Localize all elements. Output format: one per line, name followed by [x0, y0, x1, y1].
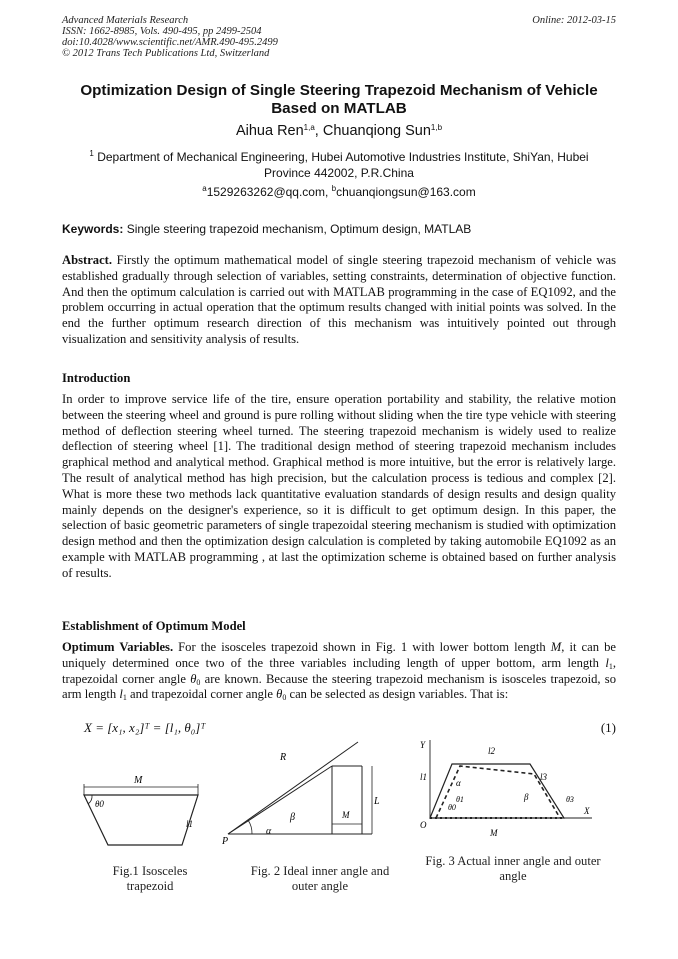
figure-3 — [412, 736, 598, 842]
author-1-sup: 1,a — [303, 123, 315, 132]
equation-number: (1) — [600, 720, 616, 735]
fig3-theta1-label: θ1 — [456, 795, 464, 804]
fig3-caption — [408, 854, 618, 884]
var-l1: l — [605, 655, 609, 670]
fig3-l1-label: l1 — [420, 772, 428, 782]
author-sep: , — [314, 123, 323, 139]
email-a[interactable]: 1529263262@qq.com, — [206, 185, 332, 199]
author-1: Aihua Ren — [235, 123, 304, 139]
fig2-alpha-label: α — [266, 826, 272, 837]
fig2-beta-label: β — [290, 812, 295, 823]
sub-1-b: 1 — [122, 693, 127, 703]
var-theta0-b: θ — [276, 687, 283, 702]
intro-heading: Introduction — [62, 371, 131, 385]
fig1-l-label: l1 — [186, 819, 194, 829]
fig3-theta3-label: θ3 — [566, 795, 574, 804]
email-sup-a: a — [202, 184, 207, 193]
online-date: Online: 2012-03-15 — [532, 15, 616, 26]
author-2-sup: 1,b — [430, 123, 443, 132]
model-text-2: , it can be uniquely determined once two of the three variables including length of upper bottom, arm length — [62, 640, 616, 670]
abstract-label: Abstract. — [62, 253, 113, 267]
model-text-4: are known. Because the steering trapezoid mechanism is isosceles trapezoid, so arm length — [62, 671, 616, 702]
intro-text: In order to improve service life of the tire, ensure operation portability and stability, the relative motion between the steering wheel and ground is pure rolling without sliding when the tire type vehicle with steering method of deflection steering wheel turned. The steering trapezoid mechanism is widely used to realize deflection of steering wheel [1]. The traditional design method of steering trapezoid mechanism includes graphical method and analytical method. Graphical method is more intuitive, but the error is relatively large. The result of analytical method has high precision, but the calculation process is tedious and complex [2]. What is more these two methods lack quantitative evaluation standards of design results and design quality mainly depends on the designer's experience, so it is difficult to get optimum design. In this paper, the selection of basic geometric parameters of single trapezoidal steering mechanism is studied with optimization design method and then the optimization design calculation is completed by taking automobile EQ1092 as an example with MATLAB programming , at last the optimization scheme is obtained based on further analysis of results. — [62, 392, 616, 580]
model-text-1: For the isosceles trapezoid shown in Fig. 1 with lower bottom length — [173, 640, 551, 654]
affiliation — [62, 149, 616, 181]
model-heading: Establishment of Optimum Model — [62, 619, 246, 633]
fig2-M-label: M — [342, 810, 350, 820]
emails — [62, 185, 616, 199]
fig2-caption-1: Fig. 2 Ideal inner angle and — [250, 864, 390, 878]
fig3-O-label: O — [420, 820, 427, 830]
author-2: Chuanqiong Sun — [322, 123, 431, 139]
keywords-text: Single steering trapezoid mechanism, Optimum design, MATLAB — [123, 222, 472, 236]
abstract — [62, 253, 616, 348]
copyright: © 2012 Trans Tech Publications Ltd, Switzerland — [62, 48, 270, 59]
fig1-angle-arc — [88, 795, 92, 804]
issn: ISSN: 1662-8985, Vols. 490-495, pp 2499-2504 — [62, 26, 262, 37]
journal-header — [62, 15, 278, 59]
email-b[interactable]: chuanqiongsun@163.com — [336, 185, 476, 199]
affil-sup: 1 — [89, 149, 94, 158]
fig3-M-label: M — [490, 828, 498, 838]
sub-1: 1 — [608, 661, 613, 671]
fig1-caption-2: trapezoid — [126, 879, 174, 893]
title-line-2: Based on MATLAB — [271, 100, 407, 117]
keywords-label: Keywords: — [62, 222, 124, 236]
title-line-1: Optimization Design of Single Steering Trapezoid Mechanism of Vehicle — [80, 82, 598, 99]
optimum-variables-label: Optimum Variables. — [62, 640, 174, 654]
fig2-inner-line — [228, 766, 332, 834]
fig2-alpha-arc — [248, 820, 252, 834]
keywords — [62, 222, 471, 236]
fig1-caption — [95, 864, 205, 894]
fig1-M-label: M — [134, 775, 143, 786]
fig2-caption-2: outer angle — [291, 879, 349, 893]
fig3-X-label: X — [584, 806, 590, 816]
var-theta0: θ — [190, 671, 197, 686]
fig1-theta-label: θ0 — [95, 799, 104, 809]
var-l1-b: l — [119, 687, 123, 702]
fig3-alpha-label: α — [456, 778, 461, 788]
fig3-l2-label: l2 — [488, 746, 496, 756]
doi: doi:10.4028/www.scientific.net/AMR.490-495.2499 — [62, 37, 278, 48]
model-paragraph — [62, 640, 616, 703]
email-sup-b: b — [331, 184, 337, 193]
figure-2 — [222, 738, 392, 850]
fig3-theta0-label: θ0 — [448, 803, 456, 812]
affil-line-1: Department of Mechanical Engineering, Hubei Automotive Industries Institute, ShiYan, Hubei — [93, 150, 589, 164]
fig2-caption — [240, 864, 400, 894]
var-M: M — [550, 640, 562, 654]
sub-0: 0 — [196, 677, 201, 687]
fig3-Y-label: Y — [420, 740, 426, 750]
fig1-caption-1: Fig.1 Isosceles — [112, 864, 188, 878]
fig3-l3-label: l3 — [540, 772, 548, 782]
fig3-caption-2: angle — [499, 869, 527, 883]
abstract-text: Firstly the optimum mathematical model of single steering trapezoid mechanism of vehicle was established gradually through selection of variables, setting constraints, determination of objective function. And then the optimum calculation is carried out with MATLAB programming in the case of EQ1092, and the problem occurring in actual operation that the optimum results changed with initial points was solved. In the end the further optimum research direction of this mechanism was intuitively pointed out through visualization and sensitivity analysis of results. — [62, 253, 616, 346]
model-text-3: , trapezoidal corner angle — [62, 655, 616, 686]
equation-1: X = [x₁, x₂]ᵀ = [l₁, θ₀]ᵀ — [84, 720, 206, 735]
paper-title — [62, 82, 616, 118]
fig3-caption-1: Fig. 3 Actual inner angle and outer — [425, 854, 601, 868]
fig2-L-label: L — [374, 796, 380, 807]
affil-line-2: Province 442002, P.R.China — [264, 166, 414, 180]
authors — [62, 123, 616, 139]
fig3-beta-label: β — [524, 792, 529, 802]
model-text-6: can be selected as design variables. That is: — [286, 687, 509, 702]
model-text-5: and trapezoidal corner angle — [126, 687, 277, 702]
fig2-R-label: R — [280, 752, 287, 763]
sub-0-b: 0 — [282, 693, 287, 703]
journal-name: Advanced Materials Research — [62, 15, 189, 26]
fig2-P-label: P — [222, 836, 229, 847]
figure-1 — [78, 770, 208, 850]
